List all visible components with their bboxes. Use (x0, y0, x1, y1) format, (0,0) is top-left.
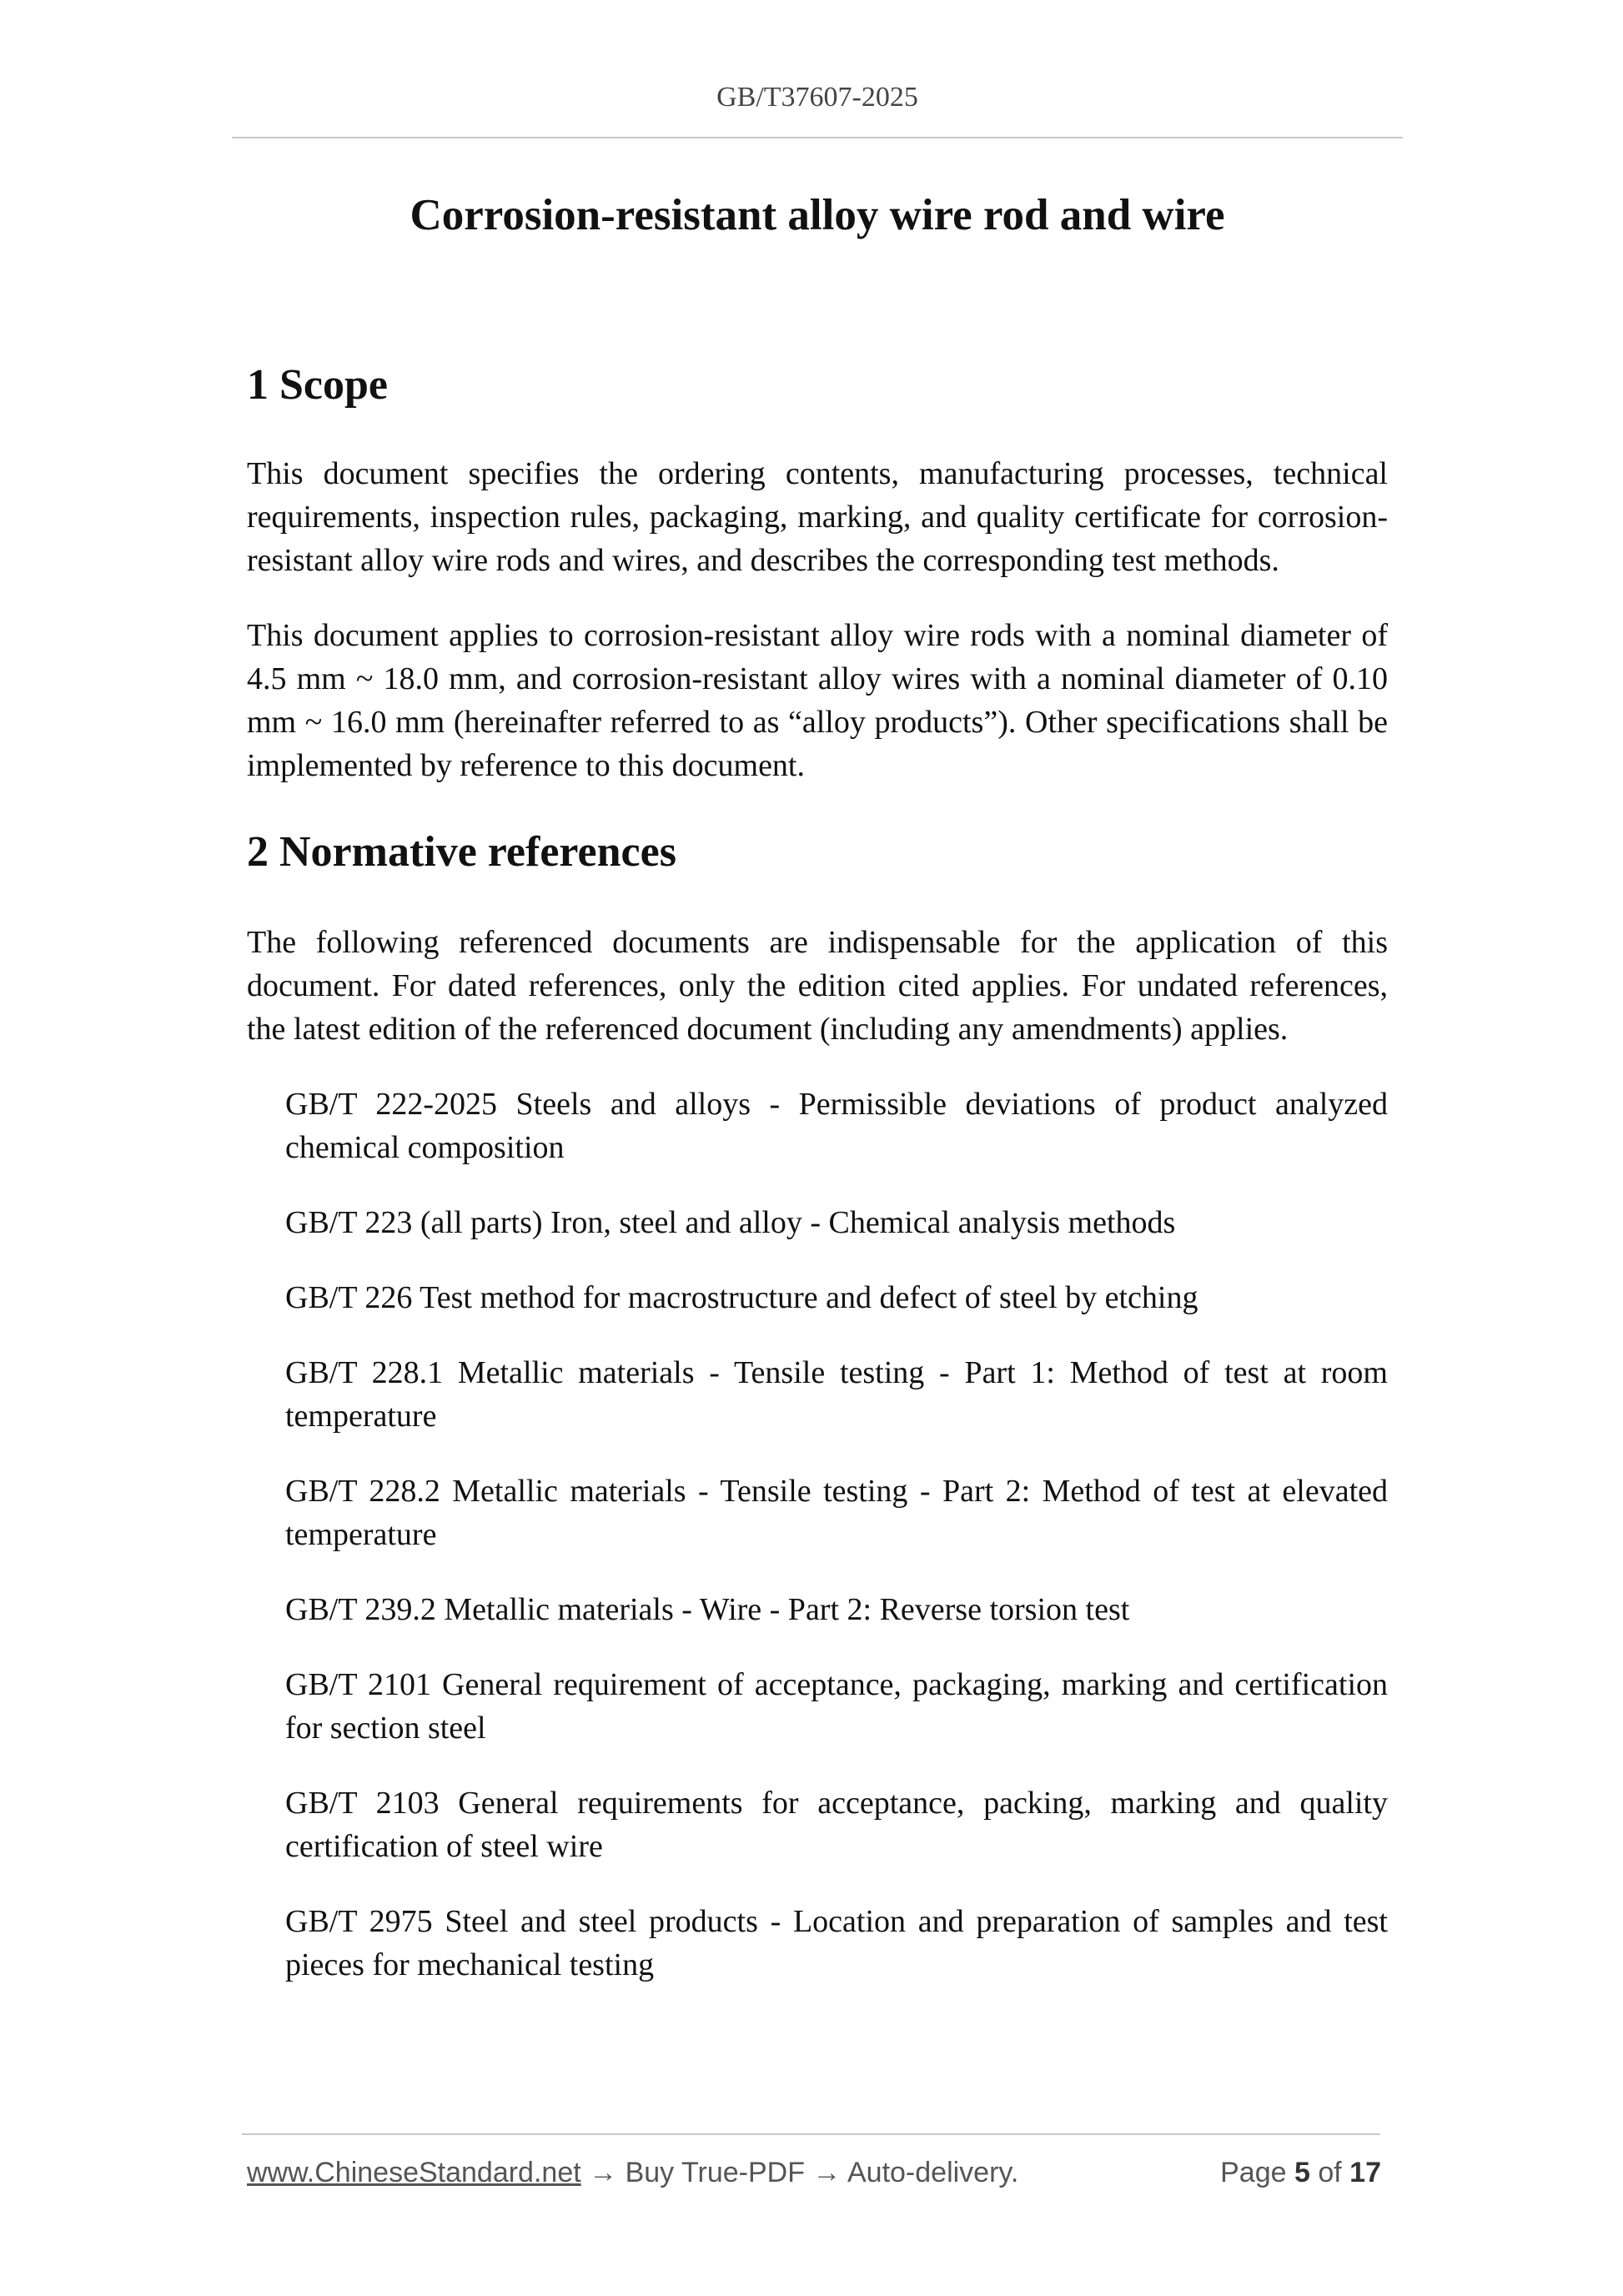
references-intro-paragraph: The following referenced documents are indispensable for the application of this document. For dated references, only the edition cited applies. For undated references, the latest edition of the referenced document (including any amendments) applies. (247, 925, 1388, 1047)
document-code-header: GB/T37607-2025 (716, 82, 918, 113)
document-body (247, 355, 1388, 2018)
page-label: Page (1220, 2157, 1287, 2188)
section-heading-scope: 1 Scope (247, 361, 388, 409)
section-heading-normative-references: 2 Normative references (247, 828, 676, 876)
reference-item: GB/T 2975 Steel and steel products - Location and preparation of samples and test pieces for mechanical testing (285, 1904, 1388, 1982)
scope-paragraph: This document specifies the ordering contents, manufacturing processes, technical requirements, inspection rules, packaging, marking, and quality certificate for corrosion-resistant alloy wire rods and wires, and describes the corresponding test methods. (247, 456, 1388, 578)
page-footer (247, 2157, 1381, 2189)
reference-item: GB/T 226 Test method for macrostructure and defect of steel by etching (285, 1280, 1198, 1315)
reference-item: GB/T 222-2025 Steels and alloys - Permissible deviations of product analyzed chemical composition (285, 1087, 1388, 1165)
reference-item: GB/T 2103 General requirements for acceptance, packing, marking and quality certification of steel wire (285, 1786, 1388, 1864)
reference-item: GB/T 239.2 Metallic materials - Wire - Part 2: Reverse torsion test (285, 1592, 1130, 1627)
page-of-label: of (1318, 2157, 1342, 2188)
scope-paragraph: This document applies to corrosion-resistant alloy wire rods with a nominal diameter of 4.5 mm ~ 18.0 mm, and corrosion-resistant alloy wires with a nominal diameter of 0.10 mm ~ 16.0 mm (hereinafter referred to as “alloy products”). Other specifications shall be implemented by reference to this document. (247, 618, 1388, 783)
reference-list (247, 1083, 1388, 1987)
page-total: 17 (1349, 2157, 1381, 2188)
footer-left (247, 2157, 1018, 2189)
page-indicator (1220, 2157, 1381, 2189)
page-current: 5 (1294, 2157, 1310, 2188)
reference-item: GB/T 228.1 Metallic materials - Tensile testing - Part 1: Method of test at room temperature (285, 1355, 1388, 1434)
document-title: Corrosion-resistant alloy wire rod and wire (410, 191, 1225, 239)
footer-tagline: → Buy True-PDF → Auto-delivery. (580, 2157, 1019, 2188)
reference-item: GB/T 228.2 Metallic materials - Tensile testing - Part 2: Method of test at elevated temperature (285, 1474, 1388, 1552)
reference-item: GB/T 223 (all parts) Iron, steel and alloy - Chemical analysis methods (285, 1205, 1176, 1240)
reference-item: GB/T 2101 General requirement of acceptance, packaging, marking and certification for section steel (285, 1667, 1388, 1746)
footer-divider (242, 2133, 1380, 2135)
header-divider (232, 137, 1403, 138)
website-link[interactable]: www.ChineseStandard.net (247, 2157, 581, 2188)
